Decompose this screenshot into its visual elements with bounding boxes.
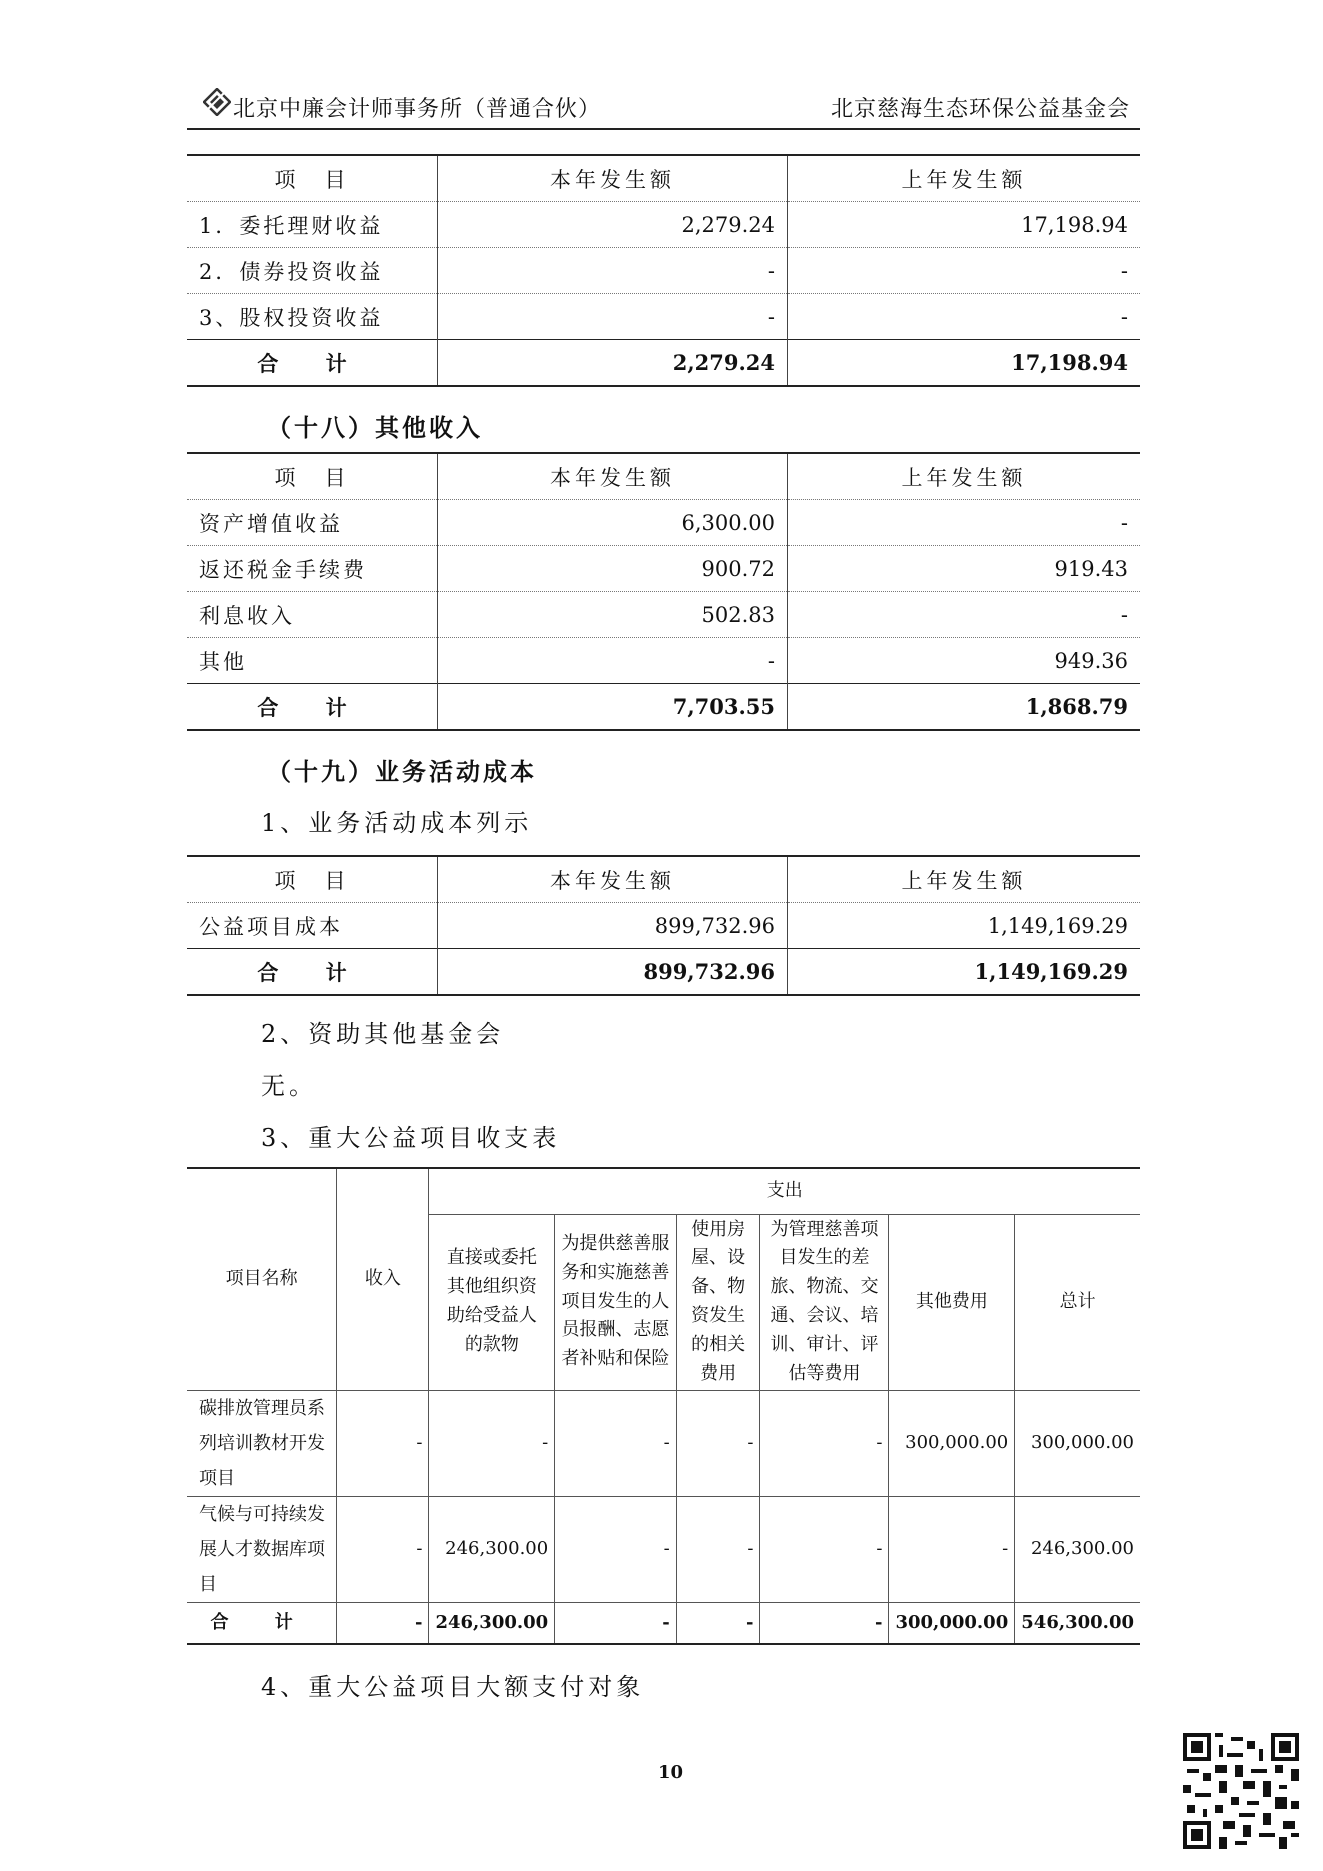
col-prior-header: 上年发生额 — [788, 856, 1141, 903]
col-current-header: 本年发生额 — [438, 856, 788, 903]
subsection-1-title: 1、业务活动成本列示 — [261, 809, 533, 837]
table-row — [187, 500, 1140, 546]
row-current: 900.72 — [438, 546, 788, 592]
project-staff-cost: - — [555, 1496, 676, 1602]
firm-logo-icon — [203, 88, 231, 116]
page-number: 10 — [658, 1762, 684, 1783]
col-project-name-header: 项目名称 — [187, 1168, 337, 1390]
investment-income-table — [187, 154, 1140, 387]
col-item-header: 项 目 — [187, 453, 438, 500]
total-row — [187, 1603, 1140, 1645]
project-total: 246,300.00 — [1015, 1496, 1140, 1602]
subsection-3-title: 3、重大公益项目收支表 — [261, 1124, 561, 1152]
table-row — [187, 592, 1140, 638]
project-direct-aid: - — [429, 1390, 555, 1496]
total-row — [187, 684, 1140, 731]
total-prior: 1,149,169.29 — [788, 949, 1141, 996]
col-expense-header: 支出 — [429, 1168, 1140, 1214]
total-prior: 17,198.94 — [788, 340, 1141, 387]
row-current: - — [438, 294, 788, 340]
table-row — [187, 903, 1140, 949]
row-item: 其他 — [187, 638, 438, 684]
total-row — [187, 949, 1140, 996]
row-current: 899,732.96 — [438, 903, 788, 949]
subsection-4-title: 4、重大公益项目大额支付对象 — [261, 1673, 645, 1701]
row-prior: - — [788, 248, 1141, 294]
total-label: 合 计 — [187, 1603, 337, 1645]
row-prior: 17,198.94 — [788, 202, 1141, 248]
project-staff-cost: - — [555, 1390, 676, 1496]
table-row — [187, 294, 1140, 340]
col-item-header: 项 目 — [187, 856, 438, 903]
total-income: - — [337, 1603, 429, 1645]
row-current: 502.83 — [438, 592, 788, 638]
qr-code-icon — [1183, 1733, 1299, 1849]
project-name: 碳排放管理员系列培训教材开发项目 — [187, 1390, 337, 1496]
total-prior: 1,868.79 — [788, 684, 1141, 731]
project-management-cost: - — [760, 1496, 889, 1602]
project-name: 气候与可持续发展人才数据库项目 — [187, 1496, 337, 1602]
col-current-header: 本年发生额 — [438, 155, 788, 202]
project-total: 300,000.00 — [1015, 1390, 1140, 1496]
row-current: - — [438, 248, 788, 294]
col-item-header: 项 目 — [187, 155, 438, 202]
project-income: - — [337, 1390, 429, 1496]
col-prior-header: 上年发生额 — [788, 155, 1141, 202]
table-row — [187, 202, 1140, 248]
project-management-cost: - — [760, 1390, 889, 1496]
row-prior: - — [788, 592, 1141, 638]
subsection-2-title: 2、资助其他基金会 — [261, 1020, 505, 1048]
row-prior: 919.43 — [788, 546, 1141, 592]
total-label: 合 计 — [187, 949, 438, 996]
row-item: 返还税金手续费 — [187, 546, 438, 592]
total-current: 899,732.96 — [438, 949, 788, 996]
total-direct-aid: 246,300.00 — [429, 1603, 555, 1645]
row-item: 公益项目成本 — [187, 903, 438, 949]
table-row — [187, 1496, 1140, 1602]
total-row — [187, 340, 1140, 387]
table-header-row — [187, 856, 1140, 903]
row-current: 2,279.24 — [438, 202, 788, 248]
col-staff-cost-header: 为提供慈善服务和实施慈善项目发生的人员报酬、志愿者补贴和保险 — [555, 1214, 676, 1390]
project-other-cost: 300,000.00 — [889, 1390, 1015, 1496]
header-firm-name: 北京中廉会计师事务所（普通合伙） — [233, 97, 602, 122]
table-header-row — [187, 453, 1140, 500]
col-prior-header: 上年发生额 — [788, 453, 1141, 500]
col-current-header: 本年发生额 — [438, 453, 788, 500]
activity-cost-table — [187, 855, 1140, 996]
table-row — [187, 638, 1140, 684]
none-text: 无。 — [261, 1072, 317, 1100]
row-item: 利息收入 — [187, 592, 438, 638]
col-income-header: 收入 — [337, 1168, 429, 1390]
page-header — [187, 88, 1140, 130]
total-label: 合 计 — [187, 340, 438, 387]
table-row — [187, 546, 1140, 592]
row-item: 3、股权投资收益 — [187, 294, 438, 340]
row-prior: 949.36 — [788, 638, 1141, 684]
project-income: - — [337, 1496, 429, 1602]
other-income-table — [187, 452, 1140, 731]
row-item: 资产增值收益 — [187, 500, 438, 546]
table-row — [187, 248, 1140, 294]
row-current: 6,300.00 — [438, 500, 788, 546]
row-prior: 1,149,169.29 — [788, 903, 1141, 949]
col-total-header: 总计 — [1015, 1214, 1140, 1390]
col-other-cost-header: 其他费用 — [889, 1214, 1015, 1390]
table-header-row — [187, 1168, 1140, 1214]
project-facility-cost: - — [676, 1390, 760, 1496]
total-other-cost: 300,000.00 — [889, 1603, 1015, 1645]
row-item: 1．委托理财收益 — [187, 202, 438, 248]
table-row — [187, 1390, 1140, 1496]
total-label: 合 计 — [187, 684, 438, 731]
col-management-cost-header: 为管理慈善项目发生的差旅、物流、交通、会议、培训、审计、评估等费用 — [760, 1214, 889, 1390]
total-current: 2,279.24 — [438, 340, 788, 387]
row-current: - — [438, 638, 788, 684]
total-current: 7,703.55 — [438, 684, 788, 731]
project-other-cost: - — [889, 1496, 1015, 1602]
section-18-title: （十八）其他收入 — [267, 413, 483, 442]
total-staff-cost: - — [555, 1603, 676, 1645]
row-prior: - — [788, 500, 1141, 546]
table-header-row — [187, 155, 1140, 202]
section-19-title: （十九）业务活动成本 — [267, 757, 537, 786]
project-direct-aid: 246,300.00 — [429, 1496, 555, 1602]
total-management-cost: - — [760, 1603, 889, 1645]
total-facility-cost: - — [676, 1603, 760, 1645]
row-item: 2．债券投资收益 — [187, 248, 438, 294]
header-client-name: 北京慈海生态环保公益基金会 — [830, 97, 1130, 122]
total-grand: 546,300.00 — [1015, 1603, 1140, 1645]
col-facility-cost-header: 使用房屋、设备、物资发生的相关费用 — [676, 1214, 760, 1390]
row-prior: - — [788, 294, 1141, 340]
project-facility-cost: - — [676, 1496, 760, 1602]
major-project-table — [187, 1167, 1140, 1645]
col-direct-aid-header: 直接或委托其他组织资助给受益人的款物 — [429, 1214, 555, 1390]
